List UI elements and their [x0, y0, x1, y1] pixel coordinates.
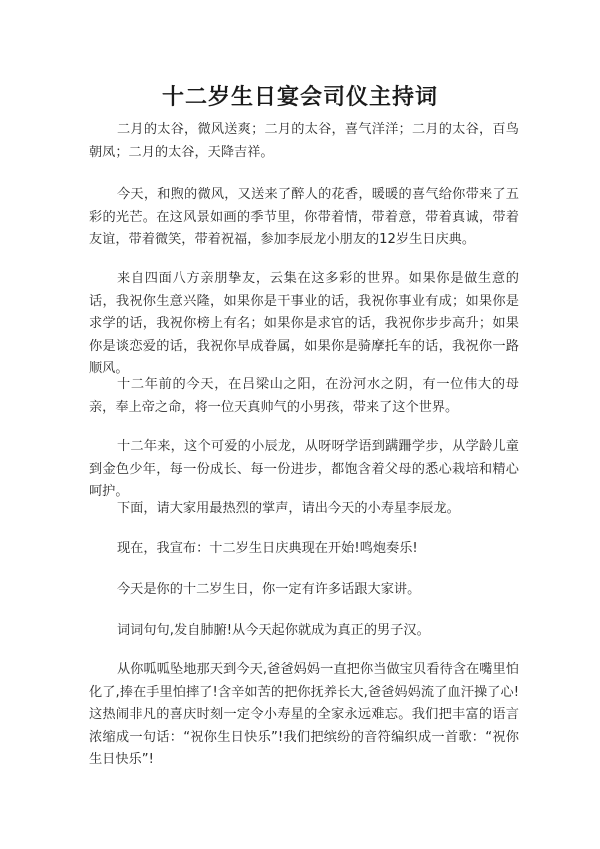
- paragraph-growth: 十二年来，这个可爱的小辰龙，从呀呀学语到蹒跚学步，从学龄儿童到金色少年，每一份成长、每一份进步，都饱含着父母的悉心栽培和精心呵护。: [89, 439, 519, 499]
- paragraph-announce: 现在，我宣布：十二岁生日庆典现在开始!鸣炮奏乐!: [117, 541, 418, 556]
- paragraph-speech: 今天是你的十二岁生日，你一定有许多话跟大家讲。: [117, 582, 421, 597]
- paragraph-manhood: 词词句句,发自肺腑!从今天起你就成为真正的男子汉。: [117, 623, 430, 638]
- paragraph-introduce: 下面，请大家用最热烈的掌声，请出今天的小寿星李辰龙。: [117, 501, 460, 516]
- document-title: 十二岁生日宴会司仪主持词: [161, 85, 438, 110]
- paragraph-birth: 十二年前的今天，在吕梁山之阳，在汾河水之阴，有一位伟大的母亲，奉上帝之命，将一位天真帅气的小男孩，带来了这个世界。: [89, 377, 519, 415]
- paragraph-greeting: 今天，和煦的微风，又送来了醉人的花香，暖暖的喜气给你带来了五彩的光芒。在这风景如画的季节里，你带着情，带着意，带着真诚，带着友谊，带着微笑，带着祝福，参加李辰龙小朋友的12岁生日庆典。: [89, 187, 519, 247]
- paragraph-closing: 从你呱呱坠地那天到今天,爸爸妈妈一直把你当做宝贝看待含在嘴里怕化了,捧在手里怕摔了!含辛如苦的把你抚养长大,爸爸妈妈流了血汗操了心!这热闹非凡的喜庆时刻一定令小寿星的全家永远难忘。我们把丰富的语言浓缩成一句话：“祝你生日快乐”!我们把缤纷的音符编织成一首歌：“祝你生日快乐”!: [89, 662, 519, 767]
- paragraph-blessings: 来自四面八方亲朋挚友，云集在这多彩的世界。如果你是做生意的话，我祝你生意兴隆，如果你是干事业的话，我祝你事业有成；如果你是求学的话，我祝你榜上有名；如果你是求官的话，我祝你步步高升；如果你是谈恋爱的话，我祝你早成眷属，如果你是骑摩托车的话，我祝你一路顺风。: [89, 271, 519, 376]
- paragraph-opening: 二月的太谷，微风送爽；二月的太谷，喜气洋洋；二月的太谷，百鸟朝凤；二月的太谷，天降吉祥。: [89, 122, 519, 160]
